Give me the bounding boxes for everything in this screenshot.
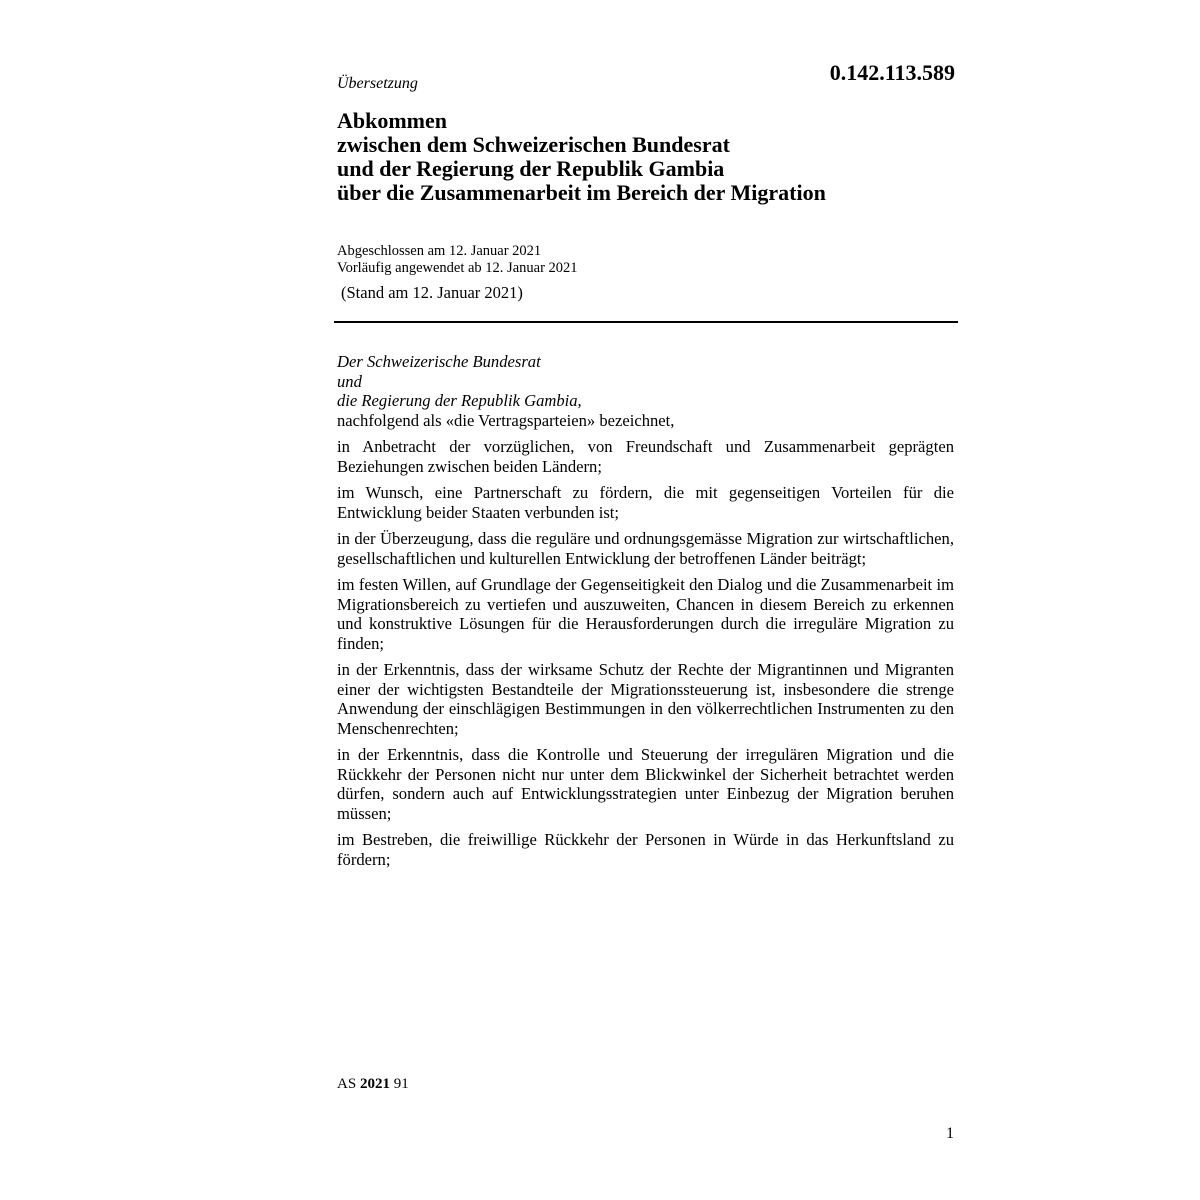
preamble [337,352,954,869]
title-line: Abkommen [337,108,448,133]
party-conjunction: und [337,371,362,391]
title-line: über die Zusammenarbeit im Bereich der Migration [337,180,826,205]
preamble-paragraph: in Anbetracht der vorzüglichen, von Freundschaft und Zusammenarbeit geprägten Beziehungen zwischen beiden Ländern; [337,437,954,476]
concluded-date: Abgeschlossen am 12. Januar 2021 [337,243,542,259]
preamble-paragraph: im festen Willen, auf Grundlage der Gegenseitigkeit den Dialog und die Zusammenarbeit im Migrationsbereich zu vertiefen und auszuweiten, Chancen in diesem Bereich zu erkennen und konstruktive Lösungen für die Herausforderungen durch die irreguläre Migration zu finden; [337,575,954,653]
official-collection-reference [337,1075,409,1093]
preamble-paragraph: im Bestreben, die freiwillige Rückkehr der Personen in Würde in das Herkunftsland zu fördern; [337,830,954,869]
as-page: 91 [393,1076,409,1092]
preamble-paragraph: im Wunsch, eine Partnerschaft zu fördern, die mit gegenseitigen Vorteilen für die Entwicklung beider Staaten verbunden ist; [337,483,954,522]
preamble-paragraph: in der Erkenntnis, dass die Kontrolle und Steuerung der irregulären Migration und die Rückkehr der Personen nicht nur unter dem Blickwinkel der Sicherheit betrachtet werden dürfen, sondern auch auf Entwicklungsstrategien unter Einbezug der Migration beruhen müssen; [337,745,954,823]
sr-number: 0.142.113.589 [829,60,955,85]
party-2: die Regierung der Republik Gambia, [337,391,582,410]
as-year: 2021 [359,1076,390,1092]
contracting-parties [337,352,954,430]
preamble-paragraph: in der Erkenntnis, dass der wirksame Schutz der Rechte der Migrantinnen und Migranten einer der wichtigsten Bestandteile der Migrationssteuerung ist, insbesondere die strenge Anwendung der einschlägigen Bestimmungen in den völkerrechtlichen Instrumenten zu den Menschenrechten; [337,660,954,738]
as-prefix: AS [337,1076,357,1092]
title-line: zwischen dem Schweizerischen Bundesrat [337,132,730,157]
header-divider [334,321,958,323]
date-block [337,243,578,276]
parties-designation: nachfolgend als «die Vertragsparteien» bezeichnet, [337,410,675,430]
preamble-paragraph: in der Überzeugung, dass die reguläre und ordnungsgemässe Migration zur wirtschaftlichen, gesellschaftlichen und kulturellen Entwicklung der betroffenen Länder beiträgt; [337,529,954,568]
page-number: 1 [946,1125,954,1142]
party-1: Der Schweizerische Bundesrat [337,352,541,371]
status-date: (Stand am 12. Januar 2021) [341,283,523,302]
document-title [337,109,957,205]
translation-note: Übersetzung [337,75,418,92]
title-line: und der Regierung der Republik Gambia [337,156,725,181]
provisional-application-date: Vorläufig angewendet ab 12. Januar 2021 [337,259,578,276]
